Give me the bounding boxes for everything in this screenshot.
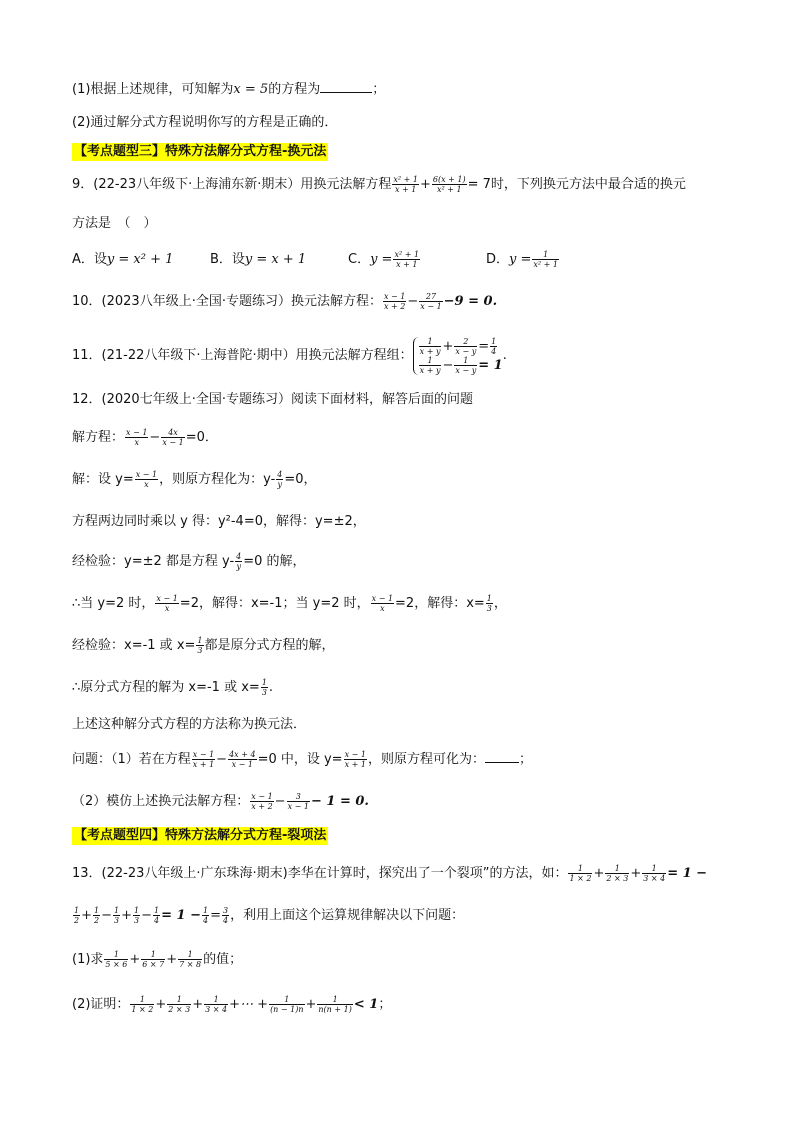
q9-stem-2: 方法是 （ ） bbox=[72, 216, 157, 231]
op: + bbox=[420, 177, 431, 192]
text: . bbox=[502, 348, 507, 363]
q12-line-2: 解：设 y= $\frac{x - 1}{x}$ ，则原方程化为：y- $\frac{4}{y}$ =0， bbox=[72, 470, 317, 489]
fraction: $\frac{x - 1}{x + 2}$ bbox=[383, 292, 406, 311]
q13-part-2: (2)证明： $\frac{1}{1 \times 2}$ + $\frac{1}{2 \times 3}$ + $\frac{1}{3 \times 4}$ +⋯ + $\frac{1}{(n - 1)n}$ + $\frac{1}{n(n + 1)}$ < 1； bbox=[72, 995, 392, 1014]
text: 10．(2023八年级上·全国·专题练习）换元法解方程： bbox=[72, 294, 382, 309]
q12-line-4: 经检验：y=±2 都是方程 y- $\frac{4}{y}$ =0 的解， bbox=[72, 552, 306, 571]
q12-question-2: （2）模仿上述换元法解方程： $\frac{x - 1}{x + 2}$ − $\frac{3}{x - 1}$ − 1 = 0. bbox=[72, 792, 369, 811]
q12-line-1: 解方程： $\frac{x - 1}{x}$ − $\frac{4x}{x - 1}$ =0． bbox=[72, 428, 218, 447]
q12-line-5: ∴当 y=2 时， $\frac{x - 1}{x}$ =2，解得：x=-1；当 y=2 时， $\frac{x - 1}{x}$ =2，解得：x= $\frac{1}{3}$ ， bbox=[72, 594, 507, 613]
text: 的方程为 bbox=[268, 82, 321, 97]
label: B．设 bbox=[210, 252, 245, 267]
section-heading-3: 【考点题型三】特殊方法解分式方程-换元法 bbox=[74, 144, 327, 159]
fraction: $\frac{1}{\text{x² + 1}}$ bbox=[533, 250, 558, 269]
math: y = bbox=[509, 252, 532, 267]
fraction: $\frac{6(x + 1)}{\text{x² + 1}}$ bbox=[432, 175, 466, 194]
q12-line-7: ∴原分式方程的解为 x=-1 或 x= $\frac{1}{3}$ . bbox=[72, 678, 274, 697]
math: −9 = 0. bbox=[443, 294, 498, 309]
text: ； bbox=[372, 82, 386, 97]
label: C． bbox=[348, 252, 371, 267]
answer-blank[interactable] bbox=[485, 762, 519, 763]
q12-stem: 12．(2020七年级上·全国·专题练习）阅读下面材料，解答后面的问题 bbox=[72, 392, 473, 407]
fraction: $\frac{\text{x² + 1}}{x + 1}$ bbox=[393, 175, 418, 194]
q13-stem-2: $\frac{1}{2}$ + $\frac{1}{2}$ − $\frac{1}{3}$ + $\frac{1}{3}$ − $\frac{1}{4}$ = 1 − $\frac{1}{4}$ = $\frac{3}{4}$ ，利用上面这个运算规律解决以下问题： bbox=[74, 906, 465, 925]
answer-blank[interactable] bbox=[320, 92, 372, 93]
math: y = x² + 1 bbox=[106, 252, 174, 267]
q9-option-b[interactable] bbox=[210, 250, 306, 270]
prev-part2: (2)通过解分式方程说明你写的方程是正确的． bbox=[72, 115, 338, 130]
fraction: $\frac{27}{x - 1}$ bbox=[420, 292, 442, 311]
q9-option-d[interactable] bbox=[486, 250, 560, 270]
op: − bbox=[407, 294, 419, 309]
q11-stem bbox=[72, 336, 507, 376]
q13-part-1: (1)求 $\frac{1}{5 \times 6}$ + $\frac{1}{6 \times 7}$ + $\frac{1}{7 \times 8}$ 的值； bbox=[72, 950, 243, 969]
fraction: $\frac{\text{x² + 1}}{x + 1}$ bbox=[394, 250, 420, 269]
math: y = bbox=[370, 252, 393, 267]
label: A．设 bbox=[72, 252, 107, 267]
q9-option-c[interactable] bbox=[348, 250, 421, 270]
math: x = 5 bbox=[233, 82, 269, 97]
q12-line-8: 上述这种解分式方程的方法称为换元法． bbox=[72, 717, 307, 732]
text: (1)根据上述规律，可知解为 bbox=[72, 82, 234, 97]
system-row-1: $\frac{1}{x + y}$ + $\frac{2}{x - y}$ = $\frac{1}{4}$ bbox=[419, 336, 497, 356]
q12-question-1: 问题：（1）若在方程 $\frac{x - 1}{x + 1}$ − $\frac{4x + 4}{x - 1}$ =0 中，设 y= $\frac{x - 1}{x + 1}$ ，则原方程可化为： ； bbox=[72, 750, 532, 769]
equation-system bbox=[413, 337, 503, 375]
q13-stem: 13．(22-23八年级上·广东珠海·期末)李华在计算时，探究出了一个裂项”的方法，如： $\frac{1}{1 \times 2}$ + $\frac{1}{2 \times 3}$ + $\frac{1}{3 \times 4}$ = 1 − bbox=[72, 864, 708, 883]
q9-option-a[interactable] bbox=[72, 250, 173, 270]
label: D． bbox=[486, 252, 510, 267]
text: = 7时，下列换元方法中最合适的换元 bbox=[467, 177, 686, 192]
prev-part1 bbox=[72, 80, 385, 100]
q12-line-6: 经检验：x=-1 或 x= $\frac{1}{3}$ 都是原分式方程的解， bbox=[72, 636, 335, 655]
q9-stem bbox=[72, 175, 686, 195]
math: y = x + 1 bbox=[244, 252, 307, 267]
section-heading-4: 【考点题型四】特殊方法解分式方程-裂项法 bbox=[74, 828, 327, 843]
q12-line-3: 方程两边同时乘以 y 得：y²-4=0，解得：y=±2， bbox=[72, 514, 366, 529]
q10-stem bbox=[72, 292, 497, 312]
text: 9．(22-23八年级下·上海浦东新·期末）用换元法解方程 bbox=[72, 177, 392, 192]
system-row-2: $\frac{1}{x + y}$ − $\frac{1}{x - y}$ = 1 bbox=[419, 355, 503, 375]
text: 11．(21-22八年级下·上海普陀·期中）用换元法解方程组： bbox=[72, 348, 413, 363]
